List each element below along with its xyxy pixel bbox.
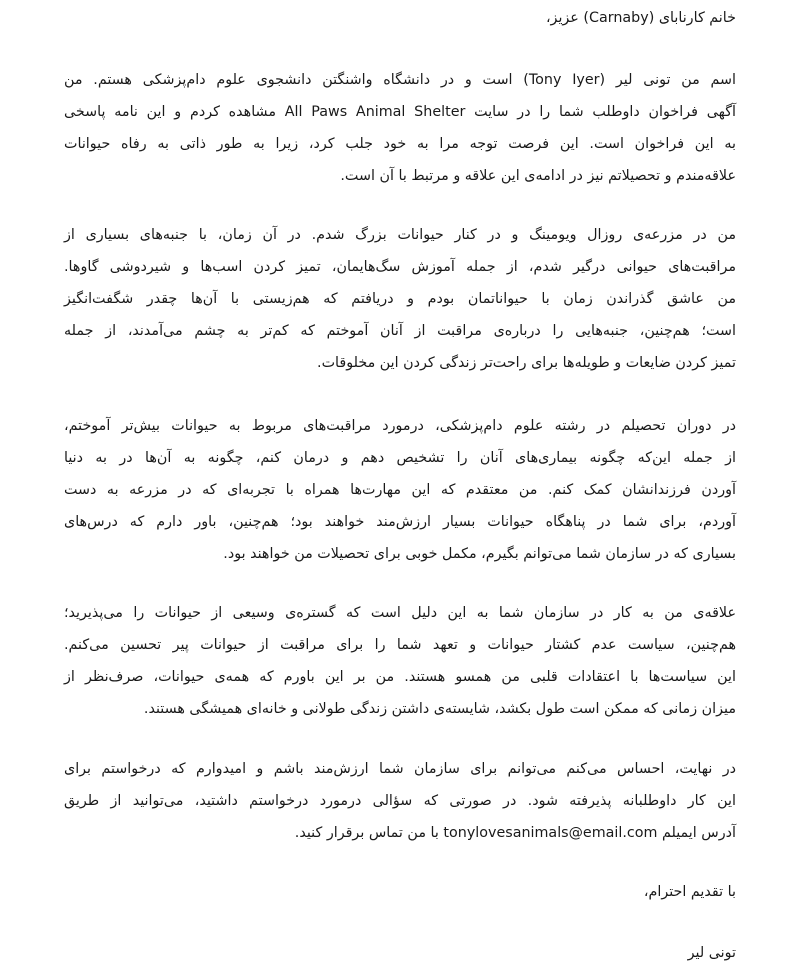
paragraph-line: تمیز کردن ضایعات و طویله‌ها برای راحت‌تر زندگی کردن این مخلوقات. <box>317 355 736 371</box>
paragraph-interest <box>64 597 736 725</box>
paragraph-line: میزان زمانی که ممکن است طول بکشد، شایسته‌ی داشتن زندگی طولانی و خانه‌ای همیشگی هستند. <box>143 701 736 717</box>
paragraph-line: به این فراخوان است. این فرصت توجه مرا به خود جلب کرد، زیرا به طور ذاتی به رفاه حیوانات <box>64 136 736 152</box>
paragraph-line: اسم من تونی لیر (Tony Iyer) است و در دانشگاه واشنگتن دانشجوی علوم دام‌پزشکی هستم. من <box>64 72 736 88</box>
letter-greeting: خانم کارنابای (Carnaby) عزیز، <box>545 10 736 26</box>
paragraph-line: از جمله این‌که چگونه بیماری‌های آنان را تشخیص دهم و درمان کنم، چگونه به آن‌ها در به دنیا <box>64 450 736 466</box>
paragraph-line: من در مزرعه‌ی روزال ویومینگ و در کنار حیوانات بزرگ شدم. در آن زمان، با جنبه‌های بسیاری از <box>64 227 736 243</box>
paragraph-line: من عاشق گذراندن زمان با حیواناتمان بودم و دریافتم که هم‌زیستی با آن‌ها چقدر شگفت‌انگیز <box>64 291 736 307</box>
paragraph-line: این کار داوطلبانه پذیرفته شود. در صورتی که سؤالی درمورد درخواستم داشتید، می‌توانید از طریق <box>64 793 736 809</box>
paragraph-conclusion <box>64 753 736 849</box>
letter-document <box>64 0 736 980</box>
paragraph-farm-background <box>64 219 736 379</box>
letter-closing: با تقدیم احترام، <box>643 884 736 900</box>
paragraph-line: است؛ هم‌چنین، جنبه‌هایی را درباره‌ی مراقبت از آنان آموختم که کم‌تر به چشم می‌آمدند، از جمله <box>64 323 736 339</box>
paragraph-line: آگهی فراخوان داوطلب شما را در سایت All Paws Animal Shelter مشاهده کردم و این نامه پاسخی <box>64 104 737 120</box>
paragraph-line: بسیاری که در سازمان شما می‌توانم بگیرم، مکمل خوبی برای تحصیلات من خواهند بود. <box>223 546 736 562</box>
paragraph-line: در نهایت، احساس می‌کنم می‌توانم برای سازمان شما ارزش‌مند باشم و امیدوارم که درخواستم برای <box>64 761 736 777</box>
paragraph-line: آوردم، برای شما در پناهگاه حیوانات بسیار ارزش‌مند خواهند بود؛ هم‌چنین، باور دارم که درس‌های <box>64 514 736 530</box>
paragraph-line: هم‌چنین، سیاست عدم کشتار حیوانات و تعهد شما را برای مراقبت از حیوانات پیر تحسین می‌کنم. <box>64 637 736 653</box>
paragraph-line: علاقه‌مندم و تحصیلاتم نیز در ادامه‌ی این علاقه و مرتبط با آن است. <box>340 168 736 184</box>
paragraph-line: در دوران تحصیلم در رشته علوم دام‌پزشکی، درمورد مراقبت‌های مربوط به حیوانات بیش‌تر آموختم، <box>64 418 736 434</box>
paragraph-education <box>64 410 736 570</box>
paragraph-line: آدرس ایمیلم tonylovesanimals@email.com با من تماس برقرار کنید. <box>294 825 736 841</box>
paragraph-line: مراقبت‌های حیوانی درگیر شدم، از جمله آموزش سگ‌هایمان، تمیز کردن اسب‌ها و شیردوشی گاوها. <box>64 259 736 275</box>
paragraph-line: این سیاست‌ها با اعتقادات قلبی من همسو هستند. من بر این باورم که همه‌ی حیوانات، صرف‌نظر از <box>64 669 736 685</box>
letter-signature: تونی لیر <box>687 945 736 961</box>
paragraph-introduction <box>64 64 736 192</box>
paragraph-line: آوردن فرزندانشان کمک کنم. من معتقدم که این مهارت‌ها همراه با تجربه‌ای که در مزرعه به دست <box>64 482 736 498</box>
paragraph-line: علاقه‌ی من به کار در سازمان شما به این دلیل است که گستره‌ی وسیعی از حیوانات را می‌پذیرید؛ <box>64 605 736 621</box>
